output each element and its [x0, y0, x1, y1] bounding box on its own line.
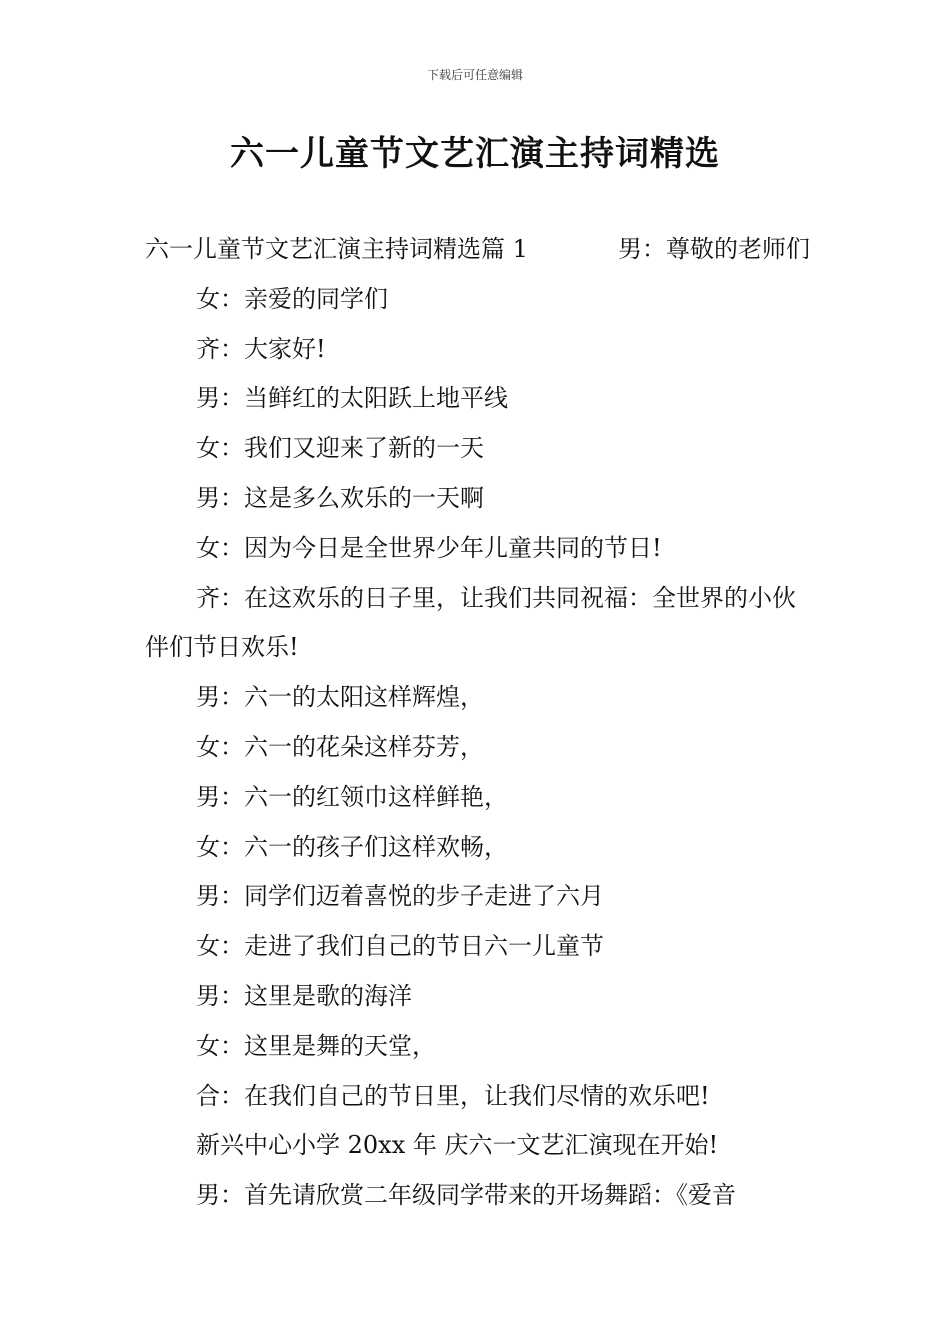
intro-line: [145, 225, 810, 275]
dialogue-line: 男：六一的太阳这样辉煌，: [196, 683, 484, 712]
dialogue-line: 男：这是多么欢乐的一天啊: [196, 483, 484, 512]
dialogue-line: 男：六一的红领巾这样鲜艳，: [196, 782, 508, 811]
dialogue-line: 男：这里是歌的海洋: [196, 981, 412, 1010]
dialogue-line: 女：这里是舞的天堂，: [196, 1031, 436, 1060]
document-body: [145, 225, 810, 1221]
dialogue-line: 女：因为今日是全世界少年儿童共同的节日!: [196, 533, 662, 562]
dialogue-line: 女：亲爱的同学们: [196, 284, 388, 313]
dialogue-line: 男：同学们迈着喜悦的步子走进了六月: [196, 882, 604, 911]
document-title: 六一儿童节文艺汇演主持词精选: [230, 134, 720, 174]
dialogue-line: 新兴中心小学 20xx 年 庆六一文艺汇演现在开始!: [196, 1131, 719, 1160]
dialogue-line: 合：在我们自己的节日里，让我们尽情的欢乐吧!: [196, 1081, 710, 1110]
dialogue-line: 女：六一的花朵这样芬芳，: [196, 732, 484, 761]
header-note: 下载后可任意编辑: [426, 68, 523, 82]
dialogue-line: 男：首先请欣赏二年级同学带来的开场舞蹈：《爱音: [196, 1181, 736, 1210]
dialogue-line: 齐：在这欢乐的日子里，让我们共同祝福：全世界的小伙伴们节日欢乐!: [145, 583, 796, 662]
dialogue-line: 齐：大家好!: [196, 334, 326, 363]
dialogue-line: 女：走进了我们自己的节日六一儿童节: [196, 932, 604, 961]
dialogue-line: 男：当鲜红的太阳跃上地平线: [196, 384, 508, 413]
intro-first-line: 男：尊敬的老师们: [618, 235, 810, 263]
intro-heading: 六一儿童节文艺汇演主持词精选篇 1: [145, 235, 528, 263]
dialogue-line: 女：六一的孩子们这样欢畅，: [196, 832, 508, 861]
dialogue-line: 女：我们又迎来了新的一天: [196, 434, 484, 463]
